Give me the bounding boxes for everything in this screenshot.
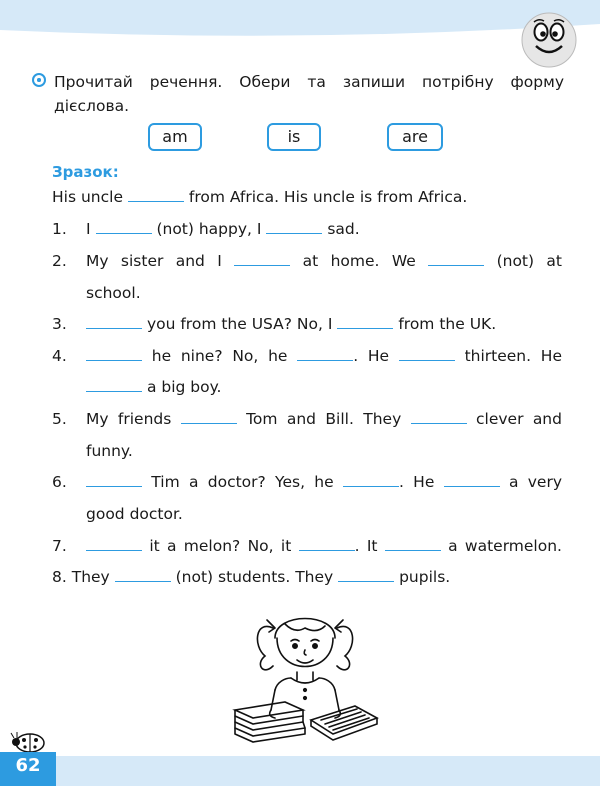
blank[interactable] [115, 567, 171, 582]
text: clever and [476, 410, 562, 428]
exercise-number: 8. [52, 568, 67, 586]
blank[interactable] [338, 567, 394, 582]
text: school. [86, 284, 141, 302]
text: . He [353, 347, 390, 365]
exercise-3 [52, 312, 562, 336]
option-am: am [148, 123, 202, 151]
ladybug-icon [8, 729, 48, 753]
text: (not) at [496, 252, 563, 270]
instruction-line-2: дієслова. [54, 97, 130, 115]
option-is: is [267, 123, 321, 151]
text: good doctor. [86, 505, 183, 523]
bottom-band [56, 756, 600, 786]
blank[interactable] [86, 346, 142, 361]
text: Tom and Bill. They [246, 410, 402, 428]
exercise-1 [52, 217, 562, 241]
text: at home. We [302, 252, 416, 270]
exercise-2-cont [86, 281, 562, 305]
exercise-6 [52, 470, 562, 494]
exercise-number: 5. [52, 410, 67, 428]
text: a watermelon. [448, 537, 562, 555]
blank[interactable] [297, 346, 353, 361]
text: you from the USA? No, I [146, 315, 333, 333]
sample-sentence [52, 185, 562, 209]
instruction-line-1: Прочитай речення. Обери та запиши потрібну форму [54, 73, 564, 91]
text: pupils. [399, 568, 451, 586]
exercise-6-cont [86, 502, 562, 526]
option-are: are [387, 123, 443, 151]
exercise-number: 1. [52, 220, 67, 238]
blank[interactable] [444, 472, 500, 487]
text: . He [398, 473, 435, 491]
text: he nine? No, he [151, 347, 288, 365]
exercise-number: 6. [52, 473, 67, 491]
text: thirteen. He [464, 347, 562, 365]
exercise-number: 2. [52, 252, 67, 270]
target-bullet-icon [32, 73, 46, 87]
blank[interactable] [234, 251, 290, 266]
blank[interactable] [299, 536, 355, 551]
text: My friends [86, 410, 172, 428]
text: a very [508, 473, 562, 491]
blank[interactable] [411, 409, 467, 424]
text: sad. [327, 220, 360, 238]
exercise-instruction [32, 70, 564, 118]
exercise-7 [52, 534, 562, 558]
text: from the UK. [398, 315, 497, 333]
text: (not) students. They [175, 568, 334, 586]
exercise-5 [52, 407, 562, 431]
text: I [86, 220, 91, 238]
exercise-2 [52, 249, 562, 273]
text: . It [354, 537, 378, 555]
blank[interactable] [399, 346, 455, 361]
blank[interactable] [96, 219, 152, 234]
exercise-number: 3. [52, 315, 67, 333]
page-number: 62 [15, 755, 41, 776]
text: it a melon? No, it [149, 537, 292, 555]
exercise-8 [52, 565, 562, 589]
blank[interactable] [343, 472, 399, 487]
blank[interactable] [181, 409, 237, 424]
text: a big boy. [146, 378, 222, 396]
sample-label: Зразок: [52, 163, 119, 181]
blank[interactable] [428, 251, 484, 266]
top-decorative-band [0, 0, 600, 42]
sample-before: His uncle [52, 188, 123, 206]
sample-after: from Africa. His uncle is from Africa. [188, 188, 468, 206]
smiley-face-icon [519, 10, 579, 70]
exercise-4-cont [86, 375, 562, 399]
exercise-5-cont [86, 439, 562, 463]
blank[interactable] [86, 472, 142, 487]
text: (not) happy, I [156, 220, 262, 238]
girl-reading-illustration [225, 598, 385, 748]
blank[interactable] [86, 314, 142, 329]
text: funny. [86, 442, 133, 460]
blank[interactable] [86, 377, 142, 392]
exercise-4 [52, 344, 562, 368]
blank[interactable] [86, 536, 142, 551]
exercise-number: 7. [52, 537, 67, 555]
blank[interactable] [128, 187, 184, 202]
blank[interactable] [385, 536, 441, 551]
verb-options [0, 123, 600, 153]
exercise-number: 4. [52, 347, 67, 365]
text: They [71, 568, 110, 586]
blank[interactable] [266, 219, 322, 234]
text: My sister and I [86, 252, 222, 270]
text: Tim a doctor? Yes, he [151, 473, 334, 491]
blank[interactable] [337, 314, 393, 329]
